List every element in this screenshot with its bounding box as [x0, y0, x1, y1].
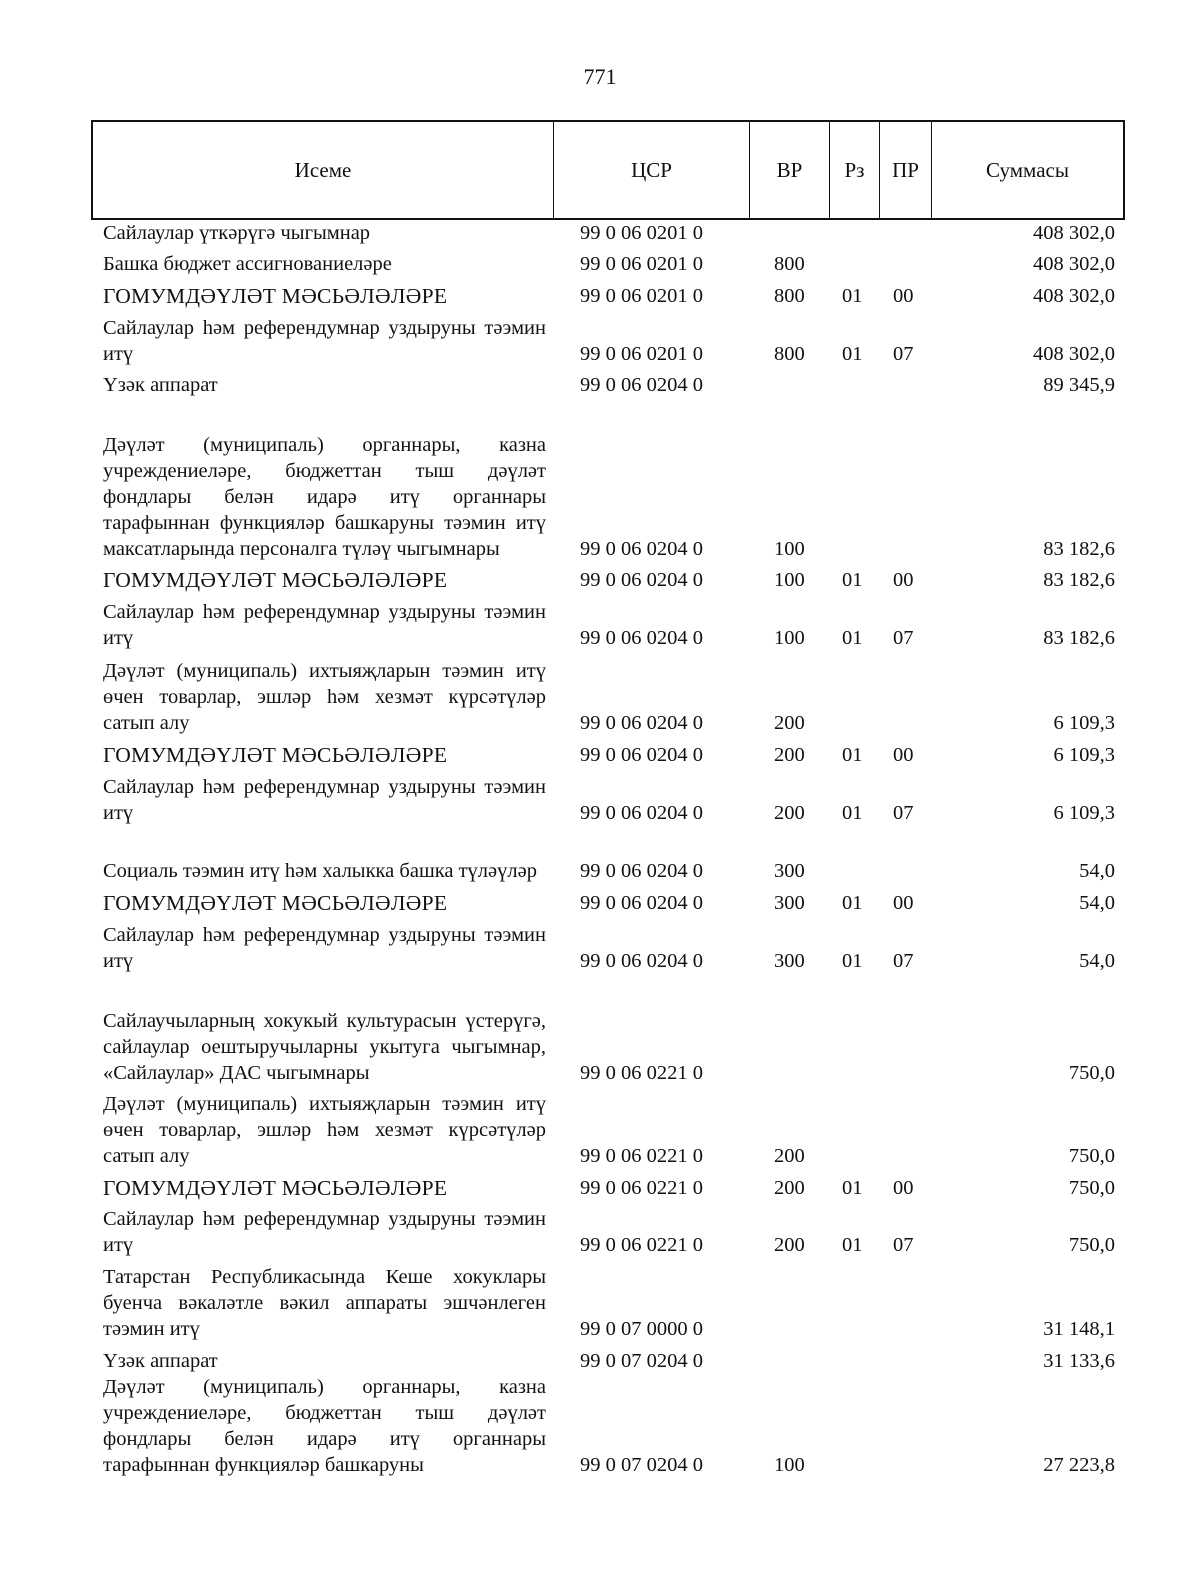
row-sum: 31 148,1 [1043, 1318, 1115, 1340]
row-sum: 6 109,3 [1053, 712, 1115, 734]
row-csr: 99 0 07 0204 0 [580, 1350, 703, 1372]
row-vr: 200 [774, 802, 805, 824]
row-vr: 100 [774, 569, 805, 591]
row-sum: 750,0 [1068, 1145, 1115, 1167]
row-name: ГОМУМДӘҮЛӘТ МӘСЬӘЛӘЛӘРЕ [103, 743, 448, 767]
row-vr: 200 [774, 744, 805, 766]
row-vr: 200 [774, 1177, 805, 1199]
row-vr: 200 [774, 1234, 805, 1256]
row-rz: 01 [842, 1177, 863, 1199]
row-pr: 07 [893, 627, 914, 649]
row-name: Татарстан Республикасында Кеше хокуклары буенча вәкаләтле вәкил аппараты эшчәнлеген тәэмин итү [103, 1266, 546, 1340]
row-sum: 750,0 [1068, 1062, 1115, 1084]
row-csr: 99 0 06 0204 0 [580, 627, 703, 649]
header-name: Исеме [93, 122, 554, 218]
row-rz: 01 [842, 950, 863, 972]
row-pr: 07 [893, 802, 914, 824]
row-sum: 408 302,0 [1033, 222, 1115, 244]
row-csr: 99 0 06 0204 0 [580, 860, 703, 882]
row-csr: 99 0 07 0000 0 [580, 1318, 703, 1340]
row-vr: 300 [774, 860, 805, 882]
row-vr: 800 [774, 285, 805, 307]
header-pr: ПР [880, 122, 932, 218]
row-sum: 750,0 [1068, 1234, 1115, 1256]
row-name: Сайлаучыларның хокукый культурасын үстерүгә, сайлаулар оештыручыларны укытуга чыгымнар, «Сайлаулар» ДАС чыгымнары [103, 1010, 546, 1084]
row-vr: 800 [774, 343, 805, 365]
header-csr: ЦСР [554, 122, 750, 218]
row-csr: 99 0 06 0204 0 [580, 950, 703, 972]
header-rz: Рз [830, 122, 880, 218]
row-sum: 6 109,3 [1053, 802, 1115, 824]
row-sum: 54,0 [1079, 950, 1115, 972]
row-vr: 100 [774, 538, 805, 560]
page-number: 771 [583, 64, 617, 89]
row-name: Социаль тәэмин итү һәм халыкка башка түләүләр [103, 860, 537, 882]
row-sum: 89 345,9 [1043, 374, 1115, 396]
row-name: Дәүләт (муниципаль) органнары, казна учреждениеләре, бюджеттан тыш дәүләт фондлары белән идарә итү органнары тарафыннан функцияләр башкаруны [103, 1376, 546, 1476]
row-name: Башка бюджет ассигнованиеләре [103, 253, 392, 275]
row-pr: 00 [893, 1177, 914, 1199]
row-csr: 99 0 06 0204 0 [580, 538, 703, 560]
row-vr: 800 [774, 253, 805, 275]
row-sum: 6 109,3 [1053, 744, 1115, 766]
row-pr: 07 [893, 1234, 914, 1256]
row-pr: 00 [893, 892, 914, 914]
row-vr: 100 [774, 627, 805, 649]
row-csr: 99 0 06 0204 0 [580, 892, 703, 914]
row-rz: 01 [842, 569, 863, 591]
row-vr: 300 [774, 950, 805, 972]
row-sum: 54,0 [1079, 860, 1115, 882]
row-name: ГОМУМДӘҮЛӘТ МӘСЬӘЛӘЛӘРЕ [103, 1176, 448, 1200]
row-name: Сайлаулар һәм референдумнар уздыруны тәэмин итү [103, 317, 546, 365]
row-name: Үзәк аппарат [103, 374, 218, 396]
row-name: ГОМУМДӘҮЛӘТ МӘСЬӘЛӘЛӘРЕ [103, 568, 448, 592]
row-name: Үзәк аппарат [103, 1350, 218, 1372]
row-rz: 01 [842, 892, 863, 914]
row-name: Дәүләт (муниципаль) органнары, казна учреждениеләре, бюджеттан тыш дәүләт фондлары белән идарә итү органнары тарафыннан функцияләр башкаруны тәэмин итү максатларында персоналга түләү чыгымнары [103, 434, 546, 560]
row-csr: 99 0 07 0204 0 [580, 1454, 703, 1476]
header-vr: ВР [750, 122, 830, 218]
row-sum: 408 302,0 [1033, 343, 1115, 365]
row-vr: 100 [774, 1454, 805, 1476]
row-vr: 200 [774, 1145, 805, 1167]
row-name: Сайлаулар һәм референдумнар уздыруны тәэмин итү [103, 776, 546, 824]
row-csr: 99 0 06 0204 0 [580, 569, 703, 591]
row-sum: 408 302,0 [1033, 285, 1115, 307]
row-name: Сайлаулар һәм референдумнар уздыруны тәэмин итү [103, 924, 546, 972]
row-csr: 99 0 06 0201 0 [580, 343, 703, 365]
row-csr: 99 0 06 0201 0 [580, 253, 703, 275]
row-name: Дәүләт (муниципаль) ихтыяҗларын тәэмин итү өчен товарлар, эшләр һәм хезмәт күрсәтүләр сатып алу [103, 660, 546, 734]
row-sum: 83 182,6 [1043, 569, 1115, 591]
row-name: Сайлаулар һәм референдумнар уздыруны тәэмин итү [103, 1208, 546, 1256]
row-rz: 01 [842, 802, 863, 824]
row-sum: 408 302,0 [1033, 253, 1115, 275]
row-csr: 99 0 06 0221 0 [580, 1062, 703, 1084]
row-pr: 00 [893, 569, 914, 591]
row-rz: 01 [842, 1234, 863, 1256]
row-pr: 00 [893, 285, 914, 307]
row-pr: 00 [893, 744, 914, 766]
row-sum: 83 182,6 [1043, 538, 1115, 560]
row-csr: 99 0 06 0204 0 [580, 802, 703, 824]
row-csr: 99 0 06 0204 0 [580, 374, 703, 396]
row-rz: 01 [842, 627, 863, 649]
row-csr: 99 0 06 0221 0 [580, 1234, 703, 1256]
row-pr: 07 [893, 950, 914, 972]
row-sum: 750,0 [1068, 1177, 1115, 1199]
row-name: Дәүләт (муниципаль) ихтыяҗларын тәэмин итү өчен товарлар, эшләр һәм хезмәт күрсәтүләр сатып алу [103, 1093, 546, 1167]
row-sum: 54,0 [1079, 892, 1115, 914]
row-sum: 31 133,6 [1043, 1350, 1115, 1372]
row-rz: 01 [842, 343, 863, 365]
row-name: Сайлаулар һәм референдумнар уздыруны тәэмин итү [103, 601, 546, 649]
row-sum: 83 182,6 [1043, 627, 1115, 649]
row-sum: 27 223,8 [1043, 1454, 1115, 1476]
row-vr: 200 [774, 712, 805, 734]
row-name: Сайлаулар үткәрүгә чыгымнар [103, 222, 371, 244]
row-csr: 99 0 06 0204 0 [580, 744, 703, 766]
row-csr: 99 0 06 0201 0 [580, 285, 703, 307]
row-pr: 07 [893, 343, 914, 365]
row-name: ГОМУМДӘҮЛӘТ МӘСЬӘЛӘЛӘРЕ [103, 284, 448, 308]
row-rz: 01 [842, 744, 863, 766]
row-name: ГОМУМДӘҮЛӘТ МӘСЬӘЛӘЛӘРЕ [103, 891, 448, 915]
row-csr: 99 0 06 0221 0 [580, 1177, 703, 1199]
row-csr: 99 0 06 0201 0 [580, 222, 703, 244]
row-rz: 01 [842, 285, 863, 307]
header-sum: Суммасы [986, 157, 1069, 182]
row-csr: 99 0 06 0204 0 [580, 712, 703, 734]
row-csr: 99 0 06 0221 0 [580, 1145, 703, 1167]
row-vr: 300 [774, 892, 805, 914]
